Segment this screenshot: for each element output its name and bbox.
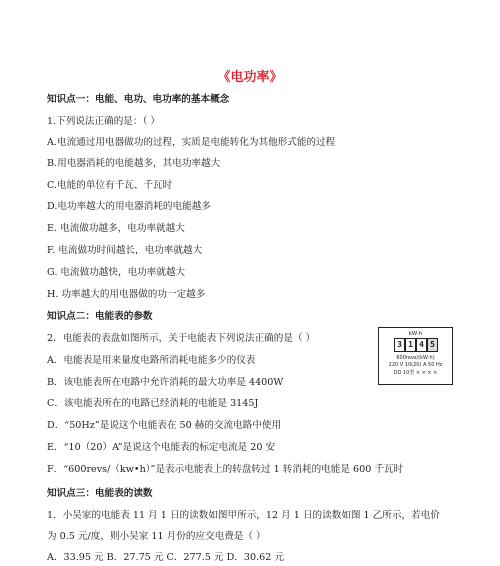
meter-rating-label: 220 V 10(20) A 50 Hz (388, 362, 443, 368)
option-line: D.电功率越大的用电器消耗的电能越多 (47, 201, 211, 212)
question-line: 1.下列说法正确的是：（ ） (47, 116, 160, 127)
option-line: F．“600revs/（kw•h）”是表示电能表上的转盘转过 1 转消耗的电能是 600 千瓦时 (47, 464, 404, 475)
meter-model-label: DD 10型 × × × × (393, 370, 438, 376)
section-heading: 知识点三：电能表的读数 (47, 488, 153, 499)
option-line: H. 功率越大的用电器做的功一定越多 (47, 289, 206, 300)
option-line: A．33.95 元 B．27.75 元 C．277.5 元 D．30.62 元 (47, 552, 284, 563)
meter-digit: 1 (405, 338, 416, 352)
option-line: E．“10（20）A”是说这个电能表的标定电流是 20 安 (47, 442, 276, 453)
section-heading: 知识点二：电能表的参数 (47, 311, 153, 322)
option-line: F. 电流做功时间越长，电功率就越大 (47, 245, 203, 256)
option-line: A．电能表是用来量度电路所消耗电能多少的仪表 (47, 355, 256, 366)
option-line: B．该电能表所在电路中允许消耗的最大功率是 4400W (47, 377, 284, 388)
option-line: C．该电能表所在的电路已经消耗的电能是 3145J (47, 398, 259, 409)
meter-digit: 4 (416, 338, 427, 352)
question-line: 1．小吴家的电能表 11 月 1 日的读数如图甲所示，12 月 1 日的读数如图 1 乙所示，若电价 (47, 510, 440, 521)
electric-meter-figure (378, 327, 453, 385)
option-line: A.电流通过用电器做功的过程，实质是电能转化为其他形式能的过程 (47, 137, 336, 148)
meter-unit: kW·h (408, 331, 423, 337)
section-heading: 知识点一：电能、电功、电功率的基本概念 (47, 94, 230, 105)
page-title: 《电功率》 (217, 70, 283, 85)
option-line: E. 电流做功越多，电功率就越大 (47, 223, 185, 234)
meter-reading (394, 338, 438, 352)
option-line: G. 电流做功越快，电功率就越大 (47, 267, 186, 278)
option-line: C.电能的单位有千瓦、千瓦时 (47, 180, 173, 191)
meter-revs-label: 600revs/(kW·h) (396, 355, 435, 361)
meter-digit: 3 (394, 338, 405, 352)
option-line: D．“50Hz”是说这个电能表在 50 赫的交流电路中使用 (47, 420, 282, 431)
question-line: 2．电能表的表盘如图所示，关于电能表下列说法正确的是（ ） (47, 333, 316, 344)
option-line: B.用电器消耗的电能越多，其电功率越大 (47, 158, 221, 169)
question-line: 为 0.5 元/度，则小吴家 11 月份的应交电费是（ ） (47, 531, 266, 542)
meter-digit: 5 (427, 338, 438, 352)
